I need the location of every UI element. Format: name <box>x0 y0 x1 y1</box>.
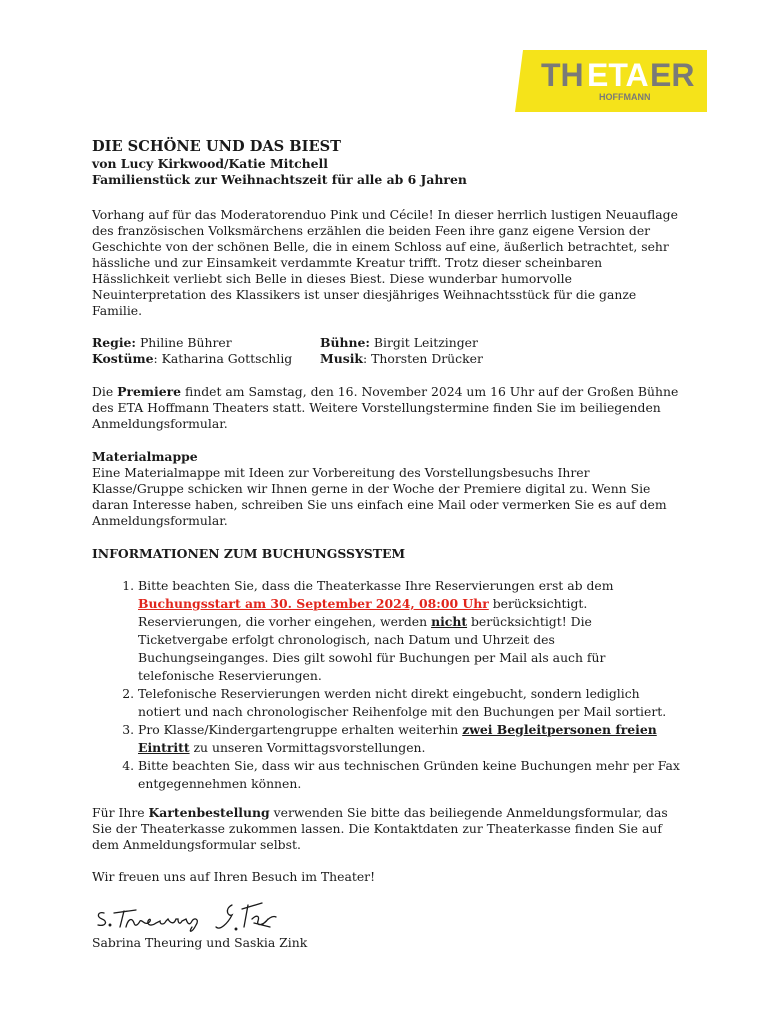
signature-theuring <box>98 910 197 931</box>
booking-info-list <box>92 577 682 793</box>
credit-buehne <box>320 335 682 351</box>
item1-post: berücksichtigt! Die Ticketvergabe erfolgt chronologisch, nach Datum und Uhrzeit des Buchungseinganges. Dies gilt sowohl für Buchungen per Mail als auch für telefonische Reservierungen. <box>138 614 606 683</box>
credits-column-left <box>92 335 320 367</box>
credit-buehne-value: Birgit Leitzinger <box>373 335 478 350</box>
letter-body <box>92 138 682 951</box>
item3-pre: Pro Klasse/Kindergartengruppe erhalten weiterhin <box>138 722 463 737</box>
booking-start-highlight: Buchungsstart am 30. September 2024, 08:00 Uhr <box>138 596 489 611</box>
credit-musik-value: : Thorsten Drücker <box>363 351 483 366</box>
booking-bold: Kartenbestellung <box>148 805 270 820</box>
signer-names: Sabrina Theuring und Saskia Zink <box>92 935 308 950</box>
premiere-paragraph <box>92 384 682 432</box>
credit-regie-value: Philine Bührer <box>139 335 232 350</box>
premiere-pre: Die <box>92 384 118 399</box>
booking-post: verwenden Sie bitte das beiliegende Anmeldungsformular, das Sie der Theaterkasse zukommen lassen. Die Kontaktdaten zur Theaterkasse finden Sie auf dem Anmeldungsformular selbst. <box>92 805 668 852</box>
credit-musik <box>320 351 682 367</box>
intro-paragraph: Vorhang auf für das Moderatorenduo Pink und Cécile! In dieser herrlich lustigen Neuauflage des französischen Volksmärchens erzählen die beiden Feen ihre ganz eigene Version der Geschichte von der schönen Belle, die in einem Schloss auf eine, äußerlich betrachtet, sehr hässliche und zur Einsamkeit verdammte Kreatur trifft. Trotz dieser scheinbaren Hässlichkeit verliebt sich Belle in dieses Biest. Diese wunderbar humorvolle Neuinterpretation des Klassikers ist unser diesjähriges Weihnachtsstück für die ganze Familie. <box>92 207 678 318</box>
item1-mid: berücksichtigt. Reservierungen, die vorher eingehen, werden <box>138 596 588 629</box>
item2-text: Telefonische Reservierungen werden nicht direkt eingebucht, sondern lediglich notiert und nach chronologischer Reihenfolge mit den Buchungen per Mail sortiert. <box>138 686 667 719</box>
materialmappe-text: Eine Materialmappe mit Ideen zur Vorbereitung des Vorstellungsbesuchs Ihrer Klasse/Gruppe schicken wir Ihnen gerne in der Woche der Premiere digital zu. Wenn Sie daran Interesse haben, schreiben Sie uns einfach eine Mail oder vermerken Sie es auf dem Anmeldungsformular. <box>92 465 667 528</box>
item1-nicht: nicht <box>431 614 468 629</box>
logo-sub: HOFFMANN <box>599 92 651 102</box>
logo-text-th: TH <box>541 57 584 93</box>
credits-column-right <box>320 335 682 367</box>
booking-pre: Für Ihre <box>92 805 149 820</box>
premiere-bold: Premiere <box>117 384 182 399</box>
play-title: DIE SCHÖNE UND DAS BIEST <box>92 138 341 155</box>
logo-text-eta: ETA <box>587 57 649 93</box>
item1-pre: Bitte beachten Sie, dass die Theaterkasse Ihre Reservierungen erst ab dem <box>138 578 614 593</box>
credit-buehne-label: Bühne: <box>320 335 370 350</box>
list-item <box>138 577 682 685</box>
credits <box>92 335 682 367</box>
item4-text: Bitte beachten Sie, dass wir aus technischen Gründen keine Buchungen mehr per Fax entgegennehmen können. <box>138 758 680 791</box>
signature-zink <box>216 903 276 930</box>
credit-musik-label: Musik <box>320 351 363 366</box>
list-item <box>138 757 682 793</box>
play-authors: von Lucy Kirkwood/Katie Mitchell <box>92 156 328 171</box>
credit-kostueme-label: Kostüme <box>92 351 154 366</box>
closing-line: Wir freuen uns auf Ihren Besuch im Theater! <box>92 869 376 884</box>
play-genre: Familienstück zur Weihnachtszeit für alle ab 6 Jahren <box>92 172 467 187</box>
handwritten-signatures <box>92 899 302 935</box>
logo-text-er: ER <box>650 57 695 93</box>
credit-kostueme-value: : Katharina Gottschlig <box>153 351 293 366</box>
info-heading: INFORMATIONEN ZUM BUCHUNGSSYSTEM <box>92 546 406 561</box>
booking-paragraph <box>92 805 682 853</box>
signatures <box>92 899 682 935</box>
item3-post: zu unseren Vormittagsvorstellungen. <box>189 740 426 755</box>
theater-logo <box>515 50 707 112</box>
list-item <box>138 721 682 757</box>
list-item <box>138 685 682 721</box>
credit-regie <box>92 335 320 351</box>
credit-kostueme <box>92 351 320 367</box>
logo-graphic <box>515 50 707 112</box>
premiere-post: findet am Samstag, den 16. November 2024 um 16 Uhr auf der Großen Bühne des ETA Hoffmann Theaters statt. Weitere Vorstellungstermine finden Sie im beiliegenden Anmeldungsformular. <box>92 384 679 431</box>
credit-regie-label: Regie: <box>92 335 137 350</box>
item3-bold: zwei Begleitpersonen freien Eintritt <box>138 722 657 755</box>
materialmappe-heading: Materialmappe <box>92 449 198 464</box>
